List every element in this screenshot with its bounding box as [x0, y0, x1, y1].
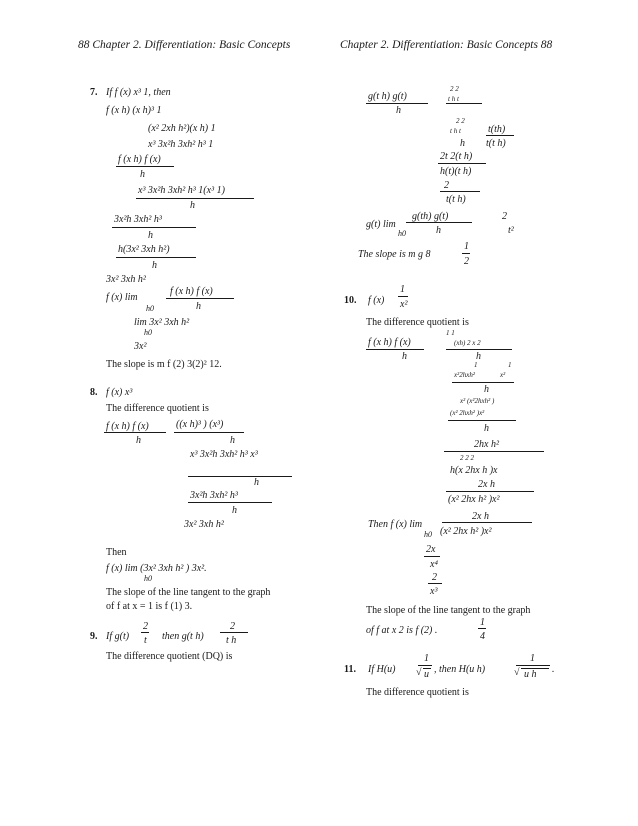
math-line: u: [424, 669, 429, 680]
fraction-bar: [188, 476, 292, 477]
fraction-bar: [448, 420, 516, 421]
math-line: x⁴: [430, 559, 438, 570]
math-line: 2x h: [472, 511, 489, 522]
limit-subscript: h0: [398, 229, 406, 238]
math-line: x³ 3x²h 3xh² h³ 1(x³ 1): [138, 185, 225, 196]
math-line: h: [460, 138, 465, 149]
fraction-bar: [446, 103, 482, 104]
math-line: 4: [480, 631, 485, 642]
fraction-bar: [116, 257, 196, 258]
math-line: 1: [424, 653, 429, 664]
text-line: The difference quotient is: [106, 403, 209, 414]
fraction-bar: [462, 253, 470, 254]
header-right: Chapter 2. Differentiation: Basic Concepts 88: [340, 39, 553, 51]
math-line: h: [196, 301, 201, 312]
math-line: u h: [524, 669, 537, 680]
text-line: The difference quotient (DQ) is: [106, 651, 233, 662]
fraction-bar: [440, 191, 480, 192]
sqrt-sign: √: [416, 667, 422, 678]
math-line: h: [484, 384, 489, 395]
math-line: h: [254, 477, 259, 488]
math-line: 1: [530, 653, 535, 664]
math-line: (x² 2hx h² )x²: [440, 526, 492, 537]
fraction-bar: [366, 349, 424, 350]
math-line: 2: [432, 572, 437, 583]
math-line: 3x²h 3xh² h³: [114, 214, 162, 225]
math-line: f (x h) f (x): [118, 154, 161, 165]
fraction-bar: [452, 382, 514, 383]
math-line: h: [396, 105, 401, 116]
math-line: f (x) lim (3x² 3xh h² ) 3x².: [106, 563, 207, 574]
math-line: t: [144, 635, 147, 646]
math-line: h: [190, 200, 195, 211]
limit-subscript: h0: [144, 328, 152, 337]
fraction-bar: [136, 198, 254, 199]
math-line: 1: [508, 361, 512, 369]
math-line: of f at x 2 is f (2) .: [366, 625, 438, 636]
math-line: h(3x² 3xh h²): [118, 244, 170, 255]
fraction-bar: [220, 632, 248, 633]
limit-subscript: h0: [144, 574, 152, 583]
math-line: x³ 3x²h 3xh² h³ 1: [148, 139, 214, 150]
header-left: 88 Chapter 2. Differentiation: Basic Concepts: [78, 39, 291, 51]
math-line: 3x² 3xh h²: [106, 274, 146, 285]
math-line: t h t: [448, 95, 459, 103]
math-line: 2: [464, 256, 469, 267]
math-line: 3x² 3xh h²: [184, 519, 224, 530]
math-line: h: [136, 435, 141, 446]
math-line: If g(t): [106, 631, 130, 642]
fraction-bar: [486, 135, 514, 136]
math-line: lim 3x² 3xh h²: [134, 317, 190, 328]
fraction-bar: [418, 665, 432, 666]
math-line: 2: [444, 180, 449, 191]
limit-subscript: h0: [424, 530, 432, 539]
fraction-bar: [446, 491, 534, 492]
limit-subscript: h0: [146, 304, 154, 313]
text-line: The slope of the line tangent to the graph: [106, 587, 271, 598]
math-line: (xh) 2 x 2: [454, 339, 481, 347]
fraction-bar: [478, 628, 486, 629]
math-line: h: [402, 351, 407, 362]
math-line: then g(t h): [162, 631, 204, 642]
math-line: If f (x) x³ 1, then: [106, 87, 171, 98]
math-line: h: [476, 351, 481, 362]
math-line: h: [232, 505, 237, 516]
math-line: 2: [502, 211, 507, 222]
math-line: x²: [400, 299, 408, 310]
math-line: g(th) g(t): [412, 211, 449, 222]
math-line: , then H(u h): [434, 664, 486, 675]
math-line: x³ 3x²h 3xh² h³ x³: [190, 449, 258, 460]
math-line: f (x): [368, 295, 385, 306]
math-line: f (x h) f (x): [368, 337, 411, 348]
math-line: f (x) lim: [106, 292, 138, 303]
text-line: The slope of the line tangent to the graph: [366, 605, 531, 616]
math-line: 2hx h²: [474, 439, 499, 450]
math-line: h(t)(t h): [440, 166, 472, 177]
problem-number: 11.: [344, 664, 356, 675]
problem-number: 8.: [90, 387, 98, 398]
math-line: h: [230, 435, 235, 446]
math-line: h: [148, 230, 153, 241]
math-line: 2: [230, 621, 235, 632]
math-line: 1: [400, 284, 405, 295]
fraction-bar: [398, 296, 408, 297]
fraction-bar: [141, 632, 149, 633]
fraction-bar: [104, 432, 166, 433]
fraction-bar: [424, 556, 440, 557]
math-line: g(t h) g(t): [368, 91, 407, 102]
math-line: f (x h) (x h)³ 1: [106, 105, 162, 116]
math-line: 1: [474, 361, 478, 369]
math-line: t(t h): [446, 194, 466, 205]
math-line: 1 1: [446, 329, 455, 337]
math-line: 2 2: [450, 85, 459, 93]
fraction-bar: [166, 298, 234, 299]
math-line: 1: [480, 617, 485, 628]
math-line: t(t h): [486, 138, 506, 149]
text-line: The difference quotient is: [366, 687, 469, 698]
math-line: 2 2: [456, 117, 465, 125]
fraction-bar: [516, 665, 550, 666]
sqrt-sign: √: [514, 667, 520, 678]
fraction-bar: [174, 432, 244, 433]
math-line: h: [436, 225, 441, 236]
math-line: The slope is m g 8: [358, 249, 431, 260]
math-line: h: [484, 423, 489, 434]
math-line: (x² 2hx h² )x²: [448, 494, 500, 505]
math-line: (x² 2xh h²)(x h) 1: [148, 123, 216, 134]
math-line: x²2hxh²: [454, 371, 475, 379]
fraction-bar: [112, 227, 196, 228]
fraction-bar: [366, 103, 428, 104]
math-line: g(t) lim: [366, 219, 396, 230]
math-line: If H(u): [368, 664, 396, 675]
math-line: t h: [226, 635, 237, 646]
math-line: x³: [430, 586, 438, 597]
math-line: x² (x²2hxh² ): [460, 397, 495, 405]
math-line: f (x h) f (x): [106, 421, 149, 432]
fraction-bar: [442, 522, 532, 523]
fraction-bar: [446, 349, 512, 350]
math-line: 1: [464, 241, 469, 252]
math-line: 3x²h 3xh² h³: [190, 490, 238, 501]
problem-number: 7.: [90, 87, 98, 98]
fraction-bar: [188, 502, 272, 503]
math-line: t h t: [450, 127, 461, 135]
math-line: f (x) x³: [106, 387, 133, 398]
text-line: The difference quotient is: [366, 317, 469, 328]
math-line: 2: [143, 621, 148, 632]
math-line: 3x²: [134, 341, 147, 352]
problem-number: 9.: [90, 631, 98, 642]
text-line: of f at x = 1 is f (1) 3.: [106, 601, 193, 612]
math-line: (x² 2hxh² )x²: [450, 409, 485, 417]
math-line: 2x: [426, 544, 436, 555]
math-line: h: [152, 260, 157, 271]
math-line: x²: [500, 371, 506, 379]
fraction-bar: [406, 222, 472, 223]
math-line: h: [140, 169, 145, 180]
math-line: f (x h) f (x): [170, 286, 213, 297]
text-line: Then: [106, 547, 127, 558]
problem-number: 10.: [344, 295, 357, 306]
math-line: The slope is m f (2) 3(2)² 12.: [106, 359, 222, 370]
math-line: t(th): [488, 124, 506, 135]
fraction-bar: [428, 583, 442, 584]
math-line: ((x h)³ ) (x³): [176, 419, 224, 430]
fraction-bar: [438, 163, 486, 164]
math-line: .: [552, 664, 555, 675]
math-line: 2 2 2: [460, 454, 474, 462]
fraction-bar: [116, 166, 174, 167]
math-line: 2x h: [478, 479, 495, 490]
math-line: 2t 2(t h): [440, 151, 473, 162]
fraction-bar: [444, 451, 544, 452]
math-line: h(x 2hx h )x: [450, 465, 498, 476]
math-line: t²: [508, 225, 514, 236]
math-line: Then f (x) lim: [368, 519, 423, 530]
